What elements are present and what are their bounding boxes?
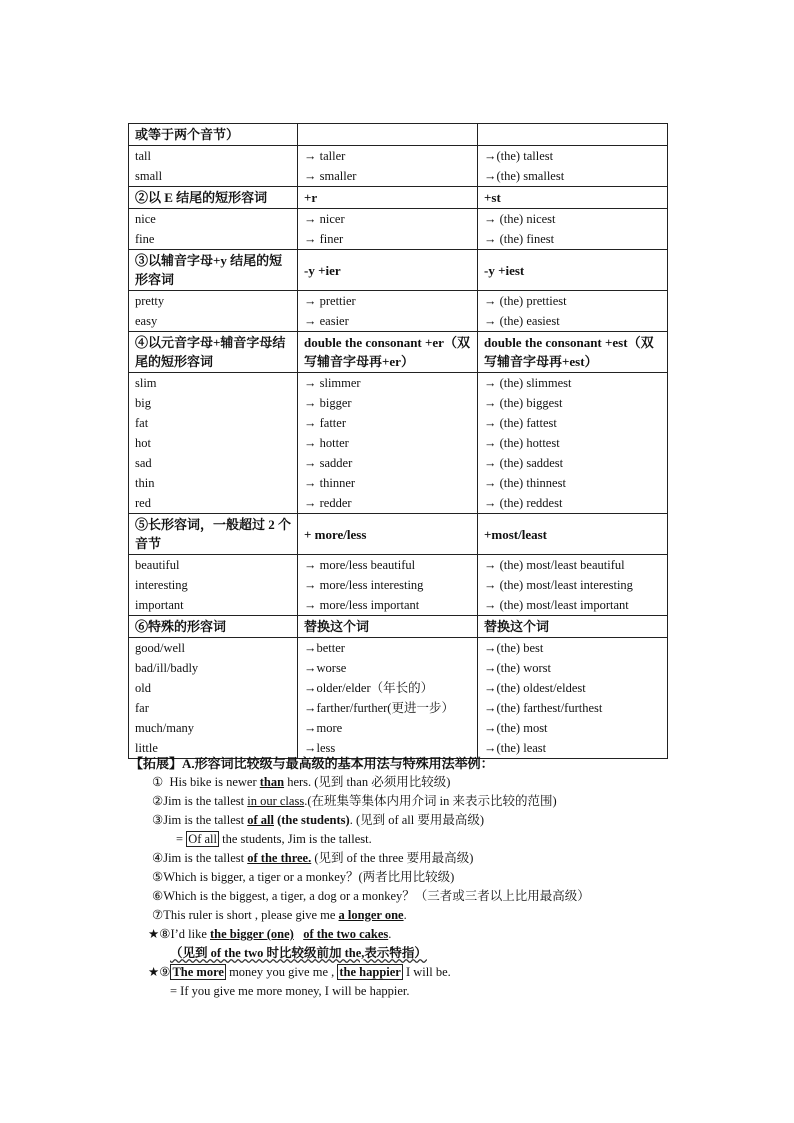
superlative-word: → (the) thinnest	[484, 476, 566, 490]
comparative-word: → smaller	[304, 169, 357, 183]
star-icon: ★	[148, 965, 160, 979]
superlative-word: →(the) oldest/eldest	[484, 681, 586, 695]
section-header-row	[129, 187, 668, 209]
extension-notes	[130, 754, 690, 1001]
superlative-word: → (the) most/least beautiful	[484, 558, 625, 572]
example-number: ⑥	[152, 889, 164, 903]
superlative-word: →(the) tallest	[484, 149, 554, 163]
base-form-cell	[129, 555, 298, 616]
base-word: good/well	[135, 641, 185, 655]
example-text: money you give me ,	[225, 965, 338, 979]
example-number: ①	[152, 775, 164, 789]
example-text: Jim is the tallest	[163, 794, 248, 808]
comparison-table	[128, 123, 668, 759]
example-words-row	[129, 209, 668, 250]
superlative-word: →(the) farthest/furthest	[484, 701, 603, 715]
example-words-row	[129, 373, 668, 514]
base-form-cell	[129, 373, 298, 514]
base-word: pretty	[135, 294, 165, 308]
superlative-cell	[478, 209, 668, 250]
superlative-word: → (the) fattest	[484, 416, 557, 430]
comparative-word: →older/elder（年长的）	[304, 681, 434, 695]
example-5	[130, 868, 690, 887]
example-number: ⑤	[152, 870, 164, 884]
example-words-row	[129, 638, 668, 759]
example-text: Which is the biggest, a tiger, a dog or a monkey？（三者或三者以上比用最高级）	[163, 889, 590, 903]
base-form-cell	[129, 146, 298, 187]
example-text: the students, Jim is the tallest.	[219, 832, 372, 846]
section-header-row	[129, 332, 668, 373]
rule-label: ④以元音字母+辅音字母结尾的短形容词	[129, 332, 298, 373]
example-2	[130, 792, 690, 811]
example-text: I’d like	[170, 927, 211, 941]
base-word: big	[135, 396, 151, 410]
comparative-word: → hotter	[304, 436, 349, 450]
superlative-rule: +st	[478, 187, 668, 209]
superlative-rule: -y +iest	[478, 250, 668, 291]
base-word: hot	[135, 436, 151, 450]
example-6	[130, 887, 690, 906]
comparative-cell	[298, 291, 478, 332]
example-number: ⑧	[159, 927, 171, 941]
example-keyword: of all	[247, 813, 274, 827]
comparative-rule	[298, 124, 478, 146]
superlative-word: → (the) most/least interesting	[484, 578, 633, 592]
example-text: .(在班集等集体内用介词 in 来表示比较的范围)	[304, 794, 557, 808]
boxed-phrase: Of all	[188, 832, 217, 846]
example-text: . (见到 of all 要用最高级)	[349, 813, 485, 827]
example-8	[130, 925, 690, 944]
superlative-word: →(the) worst	[484, 661, 551, 675]
comparative-word: → more/less important	[304, 598, 420, 612]
superlative-word: → (the) saddest	[484, 456, 564, 470]
example-8-note	[130, 944, 690, 963]
base-word: small	[135, 169, 163, 183]
example-number: ⑨	[159, 965, 171, 979]
example-keyword: a longer one	[338, 908, 404, 922]
star-icon: ★	[148, 927, 160, 941]
example-9	[130, 963, 690, 982]
section-header-row	[129, 124, 668, 146]
example-number: ⑦	[152, 908, 164, 922]
example-note: （见到 of the two 时比较级前加 the,表示特指）	[170, 946, 427, 960]
comparative-word: →better	[304, 641, 345, 655]
superlative-cell	[478, 638, 668, 759]
base-word: tall	[135, 149, 151, 163]
comparative-word: → nicer	[304, 212, 345, 226]
example-9-equivalent: = If you give me more money, I will be happier.	[170, 984, 410, 998]
example-keyword: of the three.	[247, 851, 312, 865]
example-3	[130, 811, 690, 830]
comparative-word: → easier	[304, 314, 349, 328]
base-word: thin	[135, 476, 155, 490]
example-text: I will be.	[402, 965, 451, 979]
comparative-word: → bigger	[304, 396, 352, 410]
comparative-word: → finer	[304, 232, 344, 246]
superlative-word: → (the) biggest	[484, 396, 563, 410]
example-number: ②	[152, 794, 164, 808]
comparative-word: →worse	[304, 661, 347, 675]
example-keyword: in our class	[247, 794, 305, 808]
boxed-phrase: The more	[172, 965, 224, 979]
comparative-cell	[298, 555, 478, 616]
example-text: Jim is the tallest	[163, 813, 248, 827]
base-word: slim	[135, 376, 157, 390]
superlative-rule	[478, 124, 668, 146]
example-1	[130, 773, 690, 792]
base-form-cell	[129, 291, 298, 332]
example-words-row	[129, 146, 668, 187]
base-word: little	[135, 741, 158, 755]
comparative-word: → thinner	[304, 476, 356, 490]
base-word: much/many	[135, 721, 195, 735]
superlative-word: →(the) least	[484, 741, 547, 755]
superlative-cell	[478, 146, 668, 187]
example-text: Jim is the tallest	[163, 851, 248, 865]
comparative-word: → redder	[304, 496, 352, 510]
example-keyword: of the two cakes	[303, 927, 389, 941]
example-text: .	[388, 927, 392, 941]
comparative-cell	[298, 373, 478, 514]
comparative-rule: -y +ier	[298, 250, 478, 291]
comparative-word: →less	[304, 741, 336, 755]
superlative-word: → (the) prettiest	[484, 294, 567, 308]
base-word: sad	[135, 456, 152, 470]
base-word: bad/ill/badly	[135, 661, 199, 675]
example-words-row	[129, 555, 668, 616]
superlative-cell	[478, 291, 668, 332]
comparative-word: →more	[304, 721, 343, 735]
superlative-word: →(the) most	[484, 721, 548, 735]
example-keyword: (the students)	[277, 813, 350, 827]
example-keyword: the bigger (one)	[210, 927, 294, 941]
base-word: important	[135, 598, 184, 612]
superlative-word: → (the) reddest	[484, 496, 563, 510]
example-text: hers. (见到 than 必须用比较级)	[284, 775, 451, 789]
equals-sign: =	[176, 832, 187, 846]
example-4	[130, 849, 690, 868]
base-word: nice	[135, 212, 156, 226]
base-word: fine	[135, 232, 155, 246]
example-text: Which is bigger, a tiger or a monkey？(两者比用比较级)	[163, 870, 455, 884]
superlative-word: →(the) best	[484, 641, 544, 655]
base-word: fat	[135, 416, 149, 430]
base-form-cell	[129, 209, 298, 250]
comparative-cell	[298, 146, 478, 187]
example-text: This ruler is short , please give me	[163, 908, 339, 922]
comparative-word: → fatter	[304, 416, 346, 430]
example-text: .	[403, 908, 407, 922]
superlative-word: → (the) finest	[484, 232, 555, 246]
superlative-word: → (the) nicest	[484, 212, 556, 226]
comparative-word: → slimmer	[304, 376, 361, 390]
comparative-word: → taller	[304, 149, 346, 163]
comparative-rule: + more/less	[298, 514, 478, 555]
rule-label: ⑤长形容词，一般超过 2 个音节	[129, 514, 298, 555]
base-word: old	[135, 681, 151, 695]
base-word: far	[135, 701, 149, 715]
comparison-table-body	[129, 124, 668, 759]
section-header-row	[129, 616, 668, 638]
example-7	[130, 906, 690, 925]
example-text: (见到 of the three 要用最高级)	[311, 851, 474, 865]
example-words-row	[129, 291, 668, 332]
superlative-word: → (the) slimmest	[484, 376, 572, 390]
example-number: ③	[152, 813, 164, 827]
example-keyword: than	[259, 775, 285, 789]
superlative-word: → (the) hottest	[484, 436, 560, 450]
superlative-rule: +most/least	[478, 514, 668, 555]
comparative-cell	[298, 209, 478, 250]
superlative-word: → (the) most/least important	[484, 598, 629, 612]
example-text	[294, 927, 303, 941]
example-text: His bike is newer	[169, 775, 260, 789]
section-header-row	[129, 514, 668, 555]
superlative-cell	[478, 555, 668, 616]
comparative-rule: +r	[298, 187, 478, 209]
base-word: easy	[135, 314, 158, 328]
superlative-word: → (the) easiest	[484, 314, 560, 328]
boxed-phrase: the happier	[339, 965, 401, 979]
base-word: red	[135, 496, 151, 510]
example-3-equivalent	[130, 830, 690, 849]
superlative-word: →(the) smallest	[484, 169, 565, 183]
comparative-word: → prettier	[304, 294, 356, 308]
comparative-cell	[298, 638, 478, 759]
comparative-word: → sadder	[304, 456, 353, 470]
comparative-word: → more/less interesting	[304, 578, 424, 592]
section-header-row	[129, 250, 668, 291]
comparative-rule: double the consonant +er（双写辅音字母再+er）	[298, 332, 478, 373]
comparative-word: →farther/further(更进一步）	[304, 701, 454, 715]
superlative-rule: 替换这个词	[478, 616, 668, 638]
base-word: interesting	[135, 578, 188, 592]
base-form-cell	[129, 638, 298, 759]
base-word: beautiful	[135, 558, 180, 572]
comparative-rule: 替换这个词	[298, 616, 478, 638]
rule-label: ③以辅音字母+y 结尾的短形容词	[129, 250, 298, 291]
rule-label: ⑥特殊的形容词	[129, 616, 298, 638]
notes-title: 【拓展】A.形容词比较级与最高级的基本用法与特殊用法举例：	[130, 756, 494, 771]
superlative-rule: double the consonant +est（双写辅音字母再+est）	[478, 332, 668, 373]
comparative-word: → more/less beautiful	[304, 558, 416, 572]
rule-label: ②以 E 结尾的短形容词	[129, 187, 298, 209]
superlative-cell	[478, 373, 668, 514]
example-number: ④	[152, 851, 164, 865]
rule-label: 或等于两个音节）	[129, 124, 298, 146]
